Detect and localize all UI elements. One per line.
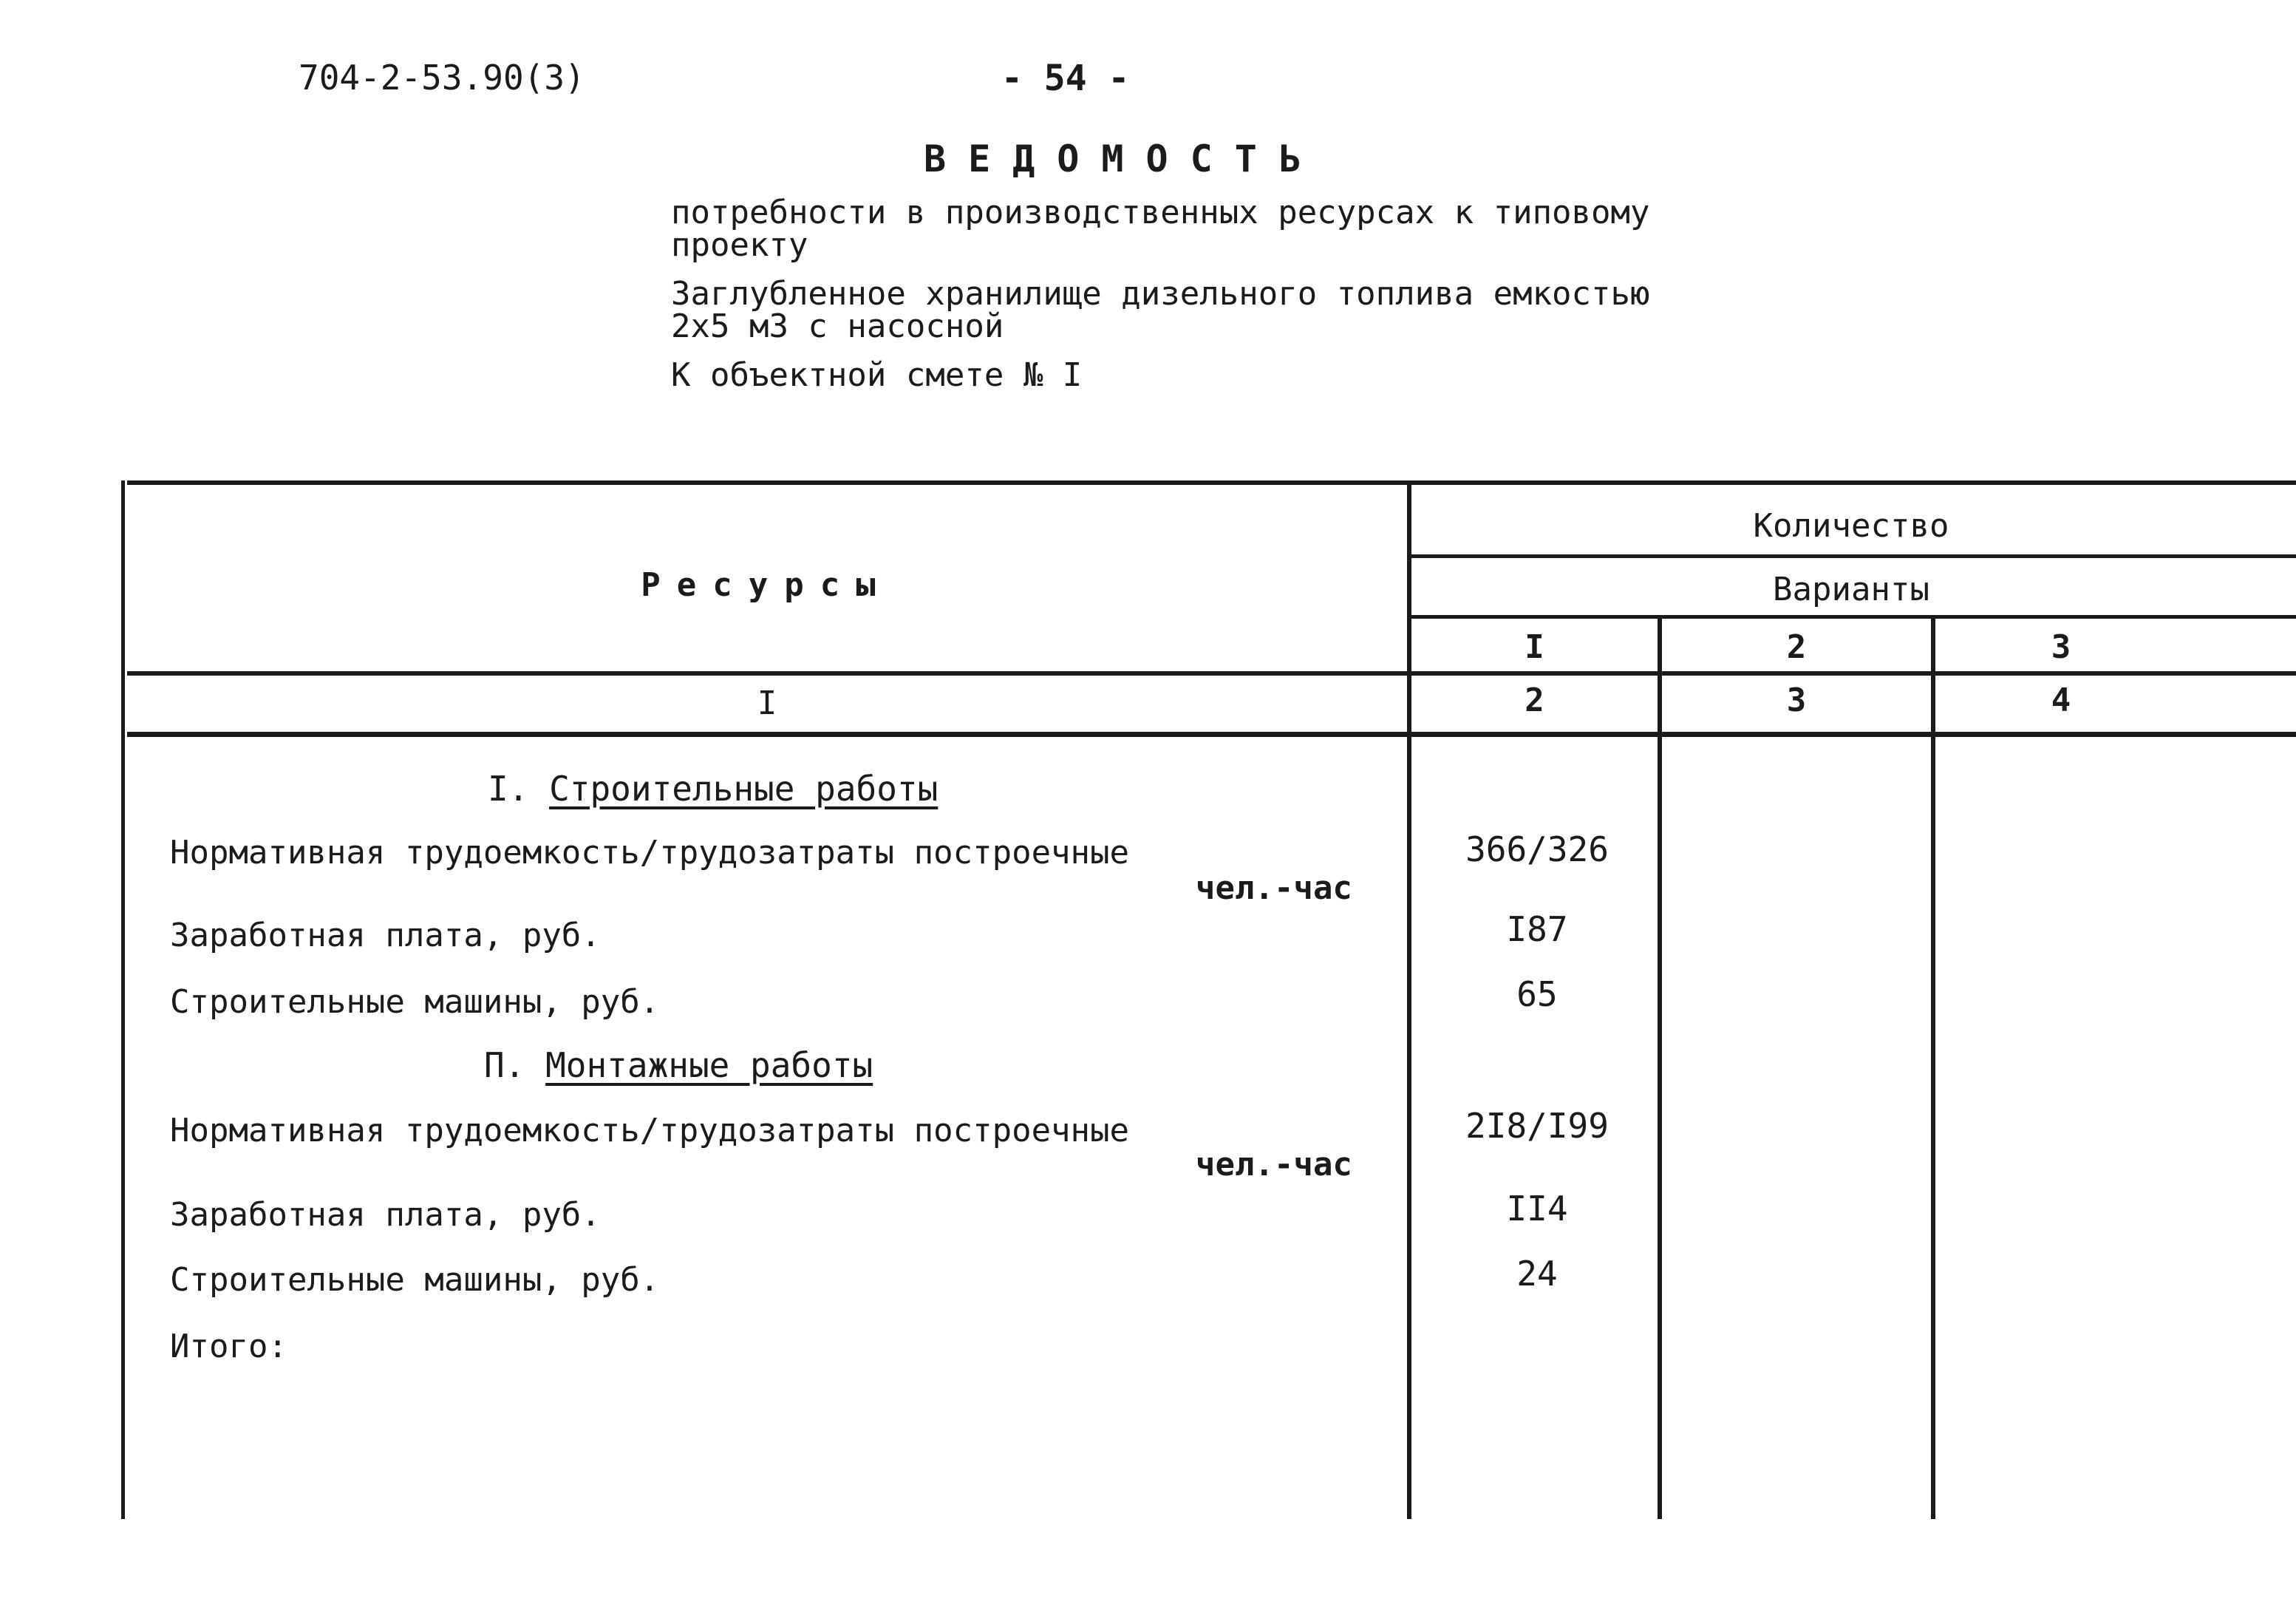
subtitle-block-2 xyxy=(671,275,1650,345)
section-title: Монтажные работы xyxy=(545,1045,873,1085)
row-value: I87 xyxy=(1506,909,1568,949)
table-line xyxy=(1658,615,1662,1519)
section-heading xyxy=(488,769,938,809)
column-header-quantity: Количество xyxy=(1753,507,1949,545)
table-line xyxy=(1411,554,2296,558)
row-value: II4 xyxy=(1506,1189,1568,1229)
table-line xyxy=(127,671,2296,676)
section-number: П. xyxy=(484,1045,525,1085)
subtitle-line: проекту xyxy=(671,226,808,264)
column-number: 2 xyxy=(1525,682,1544,719)
row-unit: чел.-час xyxy=(1196,1146,1352,1183)
column-header-variants: Варианты xyxy=(1773,571,1929,608)
subtitle-line: Заглубленное хранилище дизельного топлива емкостью xyxy=(671,275,1650,313)
subtitle-line: потребности в производственных ресурсах к типовому xyxy=(671,194,1650,231)
table-row-label: Нормативная трудоемкость/трудозатраты построечные xyxy=(170,834,1130,872)
row-value: 2I8/I99 xyxy=(1465,1106,1609,1146)
table-line xyxy=(1931,615,1935,1519)
table-row-label: Заработная плата, руб. xyxy=(170,1196,601,1234)
variant-number: I xyxy=(1525,628,1544,666)
subtitle-block-1 xyxy=(671,194,1650,264)
table-line xyxy=(1411,615,2296,619)
document-code: 704-2-53.90(3) xyxy=(299,58,585,98)
table-line xyxy=(127,732,2296,737)
total-label: Итого: xyxy=(170,1328,287,1365)
table-line xyxy=(127,480,2296,485)
table-row-label: Нормативная трудоемкость/трудозатраты построечные xyxy=(170,1112,1130,1149)
column-number: 4 xyxy=(2051,682,2071,719)
row-value: 24 xyxy=(1516,1254,1558,1294)
table-row-label: Строительные машины, руб. xyxy=(170,983,660,1021)
document-title: ВЕДОМОСТЬ xyxy=(924,137,1324,180)
table-line xyxy=(121,480,125,1519)
row-value: 366/326 xyxy=(1465,829,1609,869)
subtitle-line: 2х5 м3 с насосной xyxy=(671,308,1004,345)
section-title: Строительные работы xyxy=(549,769,939,809)
column-header-resources: Ресурсы xyxy=(641,566,892,604)
column-number: 3 xyxy=(1786,682,1807,719)
row-value: 65 xyxy=(1516,974,1558,1014)
section-number: I. xyxy=(488,769,529,809)
section-heading xyxy=(484,1045,873,1085)
column-number: I xyxy=(757,684,777,722)
row-unit: чел.-час xyxy=(1196,869,1352,907)
table-row-label: Строительные машины, руб. xyxy=(170,1261,660,1299)
variant-number: 2 xyxy=(1786,628,1807,666)
page-number: - 54 - xyxy=(1001,58,1130,99)
table-row-label: Заработная плата, руб. xyxy=(170,917,601,954)
variant-number: 3 xyxy=(2051,628,2071,666)
estimate-reference: К объектной смете № I xyxy=(671,356,1083,394)
